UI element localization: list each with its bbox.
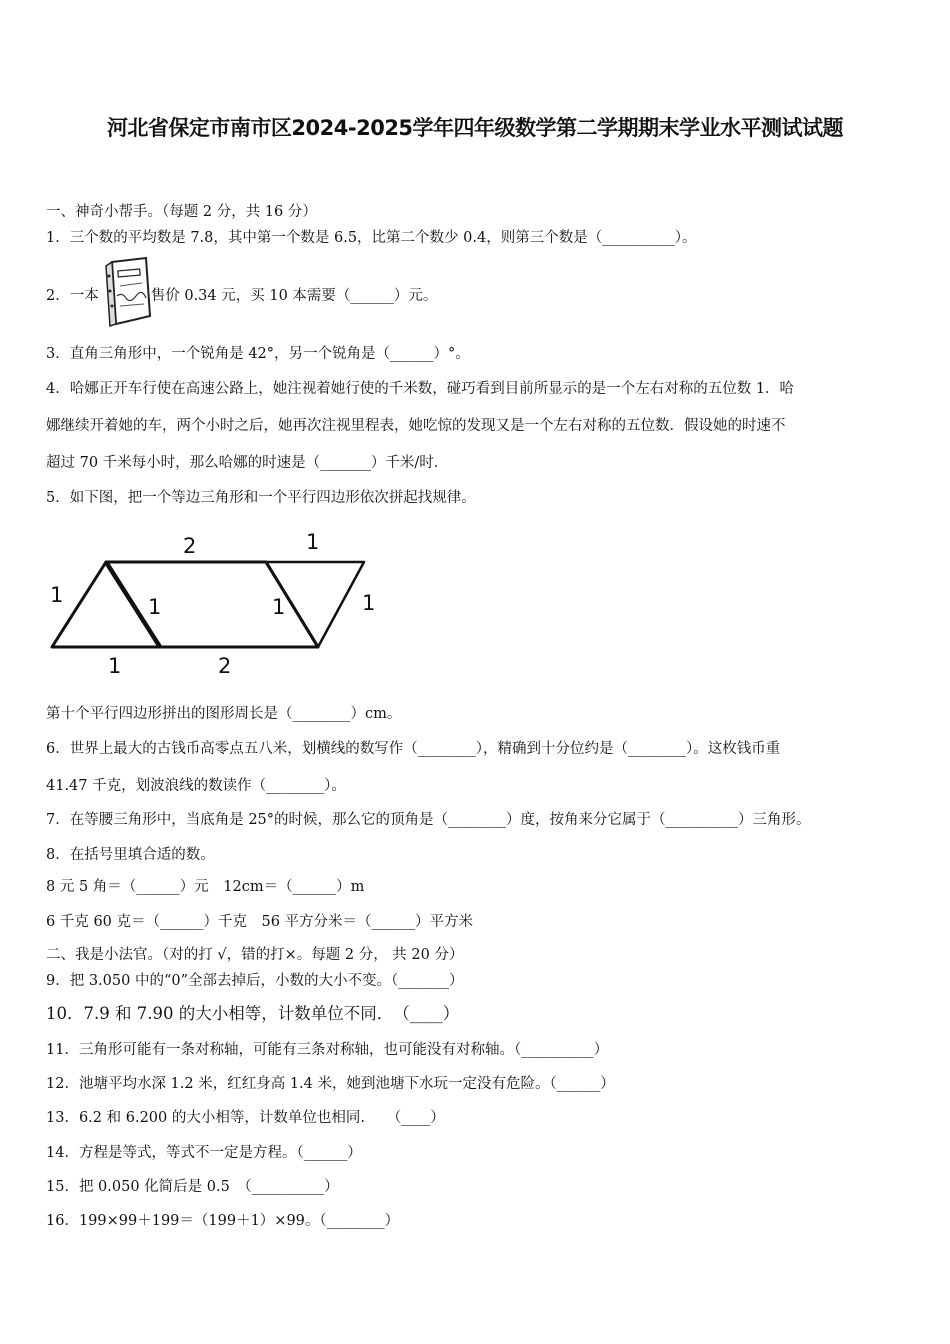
question-11: 11．三角形可能有一条对称轴，可能有三条对称轴，也可能没有对称轴。（__________）: [46, 1042, 609, 1058]
question-4-line-3: 超过 70 千米每小时，那么哈娜的时速是（_______）千米/时．: [46, 455, 449, 471]
parallelogram-shape: [106, 562, 318, 647]
label-left: 1: [50, 583, 64, 607]
label-mid-right: 1: [272, 595, 286, 619]
page-title: 河北省保定市南市区2024-2025学年四年级数学第二学期期末学业水平测试试题: [106, 116, 844, 140]
question-4-line-2: 娜继续开着她的车，两个小时之后，她再次注视里程表，她吃惊的发现又是一个左右对称的五位数．假设她的时速不: [46, 418, 786, 434]
label-bottom-right: 2: [218, 654, 232, 678]
question-7: 7．在等腰三角形中，当底角是 25°的时候，那么它的顶角是（________）度，按角来分它属于（__________）三角形。: [46, 812, 811, 828]
question-9: 9．把 3.050 中的“0”全部去掉后，小数的大小不变。（_______）: [46, 973, 464, 989]
question-2-prefix: 2．一本: [46, 288, 99, 304]
triangle-shape: [52, 562, 160, 647]
question-6-line-1: 6．世界上最大的古钱币高零点五八米，划横线的数写作（________），精确到十分位约是（________）。这枚钱币重: [46, 741, 781, 757]
question-6-line-2: 41.47 千克，划波浪线的数读作（________）。: [46, 778, 346, 794]
question-2-suffix: 售价 0.34 元，买 10 本需要（______）元。: [150, 288, 438, 304]
question-10: 10．7.9 和 7.90 的大小相等，计数单位不同． （____）: [46, 1004, 460, 1023]
question-4-line-1: 4．哈娜正开车行使在高速公路上，她注视着她行使的千米数，碰巧看到目前所显示的是一个左右对称的五位数 1．哈: [46, 381, 795, 397]
label-top-left: 2: [183, 534, 197, 558]
question-8: 8．在括号里填合适的数。: [46, 847, 215, 863]
question-13: 13．6.2 和 6.200 的大小相等，计数单位也相同. （____）: [46, 1110, 445, 1126]
question-8-line-1: 8 元 5 角＝（______）元 12cm＝（______）m: [46, 879, 365, 895]
question-3: 3．直角三角形中，一个锐角是 42°，另一个锐角是（______）°。: [46, 346, 470, 362]
question-5: 5．如下图，把一个等边三角形和一个平行四边形依次拼起找规律。: [46, 490, 476, 506]
label-right: 1: [362, 591, 376, 615]
notebook-icon: [102, 256, 154, 328]
section-heading-1: 一、神奇小帮手。（每题 2 分，共 16 分）: [46, 204, 317, 220]
question-12: 12．池塘平均水深 1.2 米，红红身高 1.4 米，她到池塘下水玩一定没有危险。（______）: [46, 1076, 615, 1092]
section-heading-2: 二、我是小法官。（对的打 √，错的打×。每题 2 分， 共 20 分）: [46, 947, 464, 963]
question-5-answer: 第十个平行四边形拼出的图形周长是（________）cm。: [46, 706, 402, 722]
question-1: 1．三个数的平均数是 7.8，其中第一个数是 6.5，比第二个数少 0.4，则第三个数是（__________）。: [46, 230, 697, 246]
label-bottom-left: 1: [108, 654, 122, 678]
label-top-right: 1: [306, 530, 320, 554]
question-15: 15．把 0.050 化简后是 0.5 （__________）: [46, 1179, 339, 1195]
triangle-parallelogram-figure: [40, 522, 380, 682]
question-14: 14．方程是等式，等式不一定是方程。（______）: [46, 1145, 362, 1161]
question-16: 16．199×99＋199＝（199＋1）×99。（________）: [46, 1213, 400, 1229]
label-mid-left: 1: [148, 595, 162, 619]
question-8-line-2: 6 千克 60 克＝（______）千克 56 平方分米＝（______）平方米: [46, 914, 474, 930]
